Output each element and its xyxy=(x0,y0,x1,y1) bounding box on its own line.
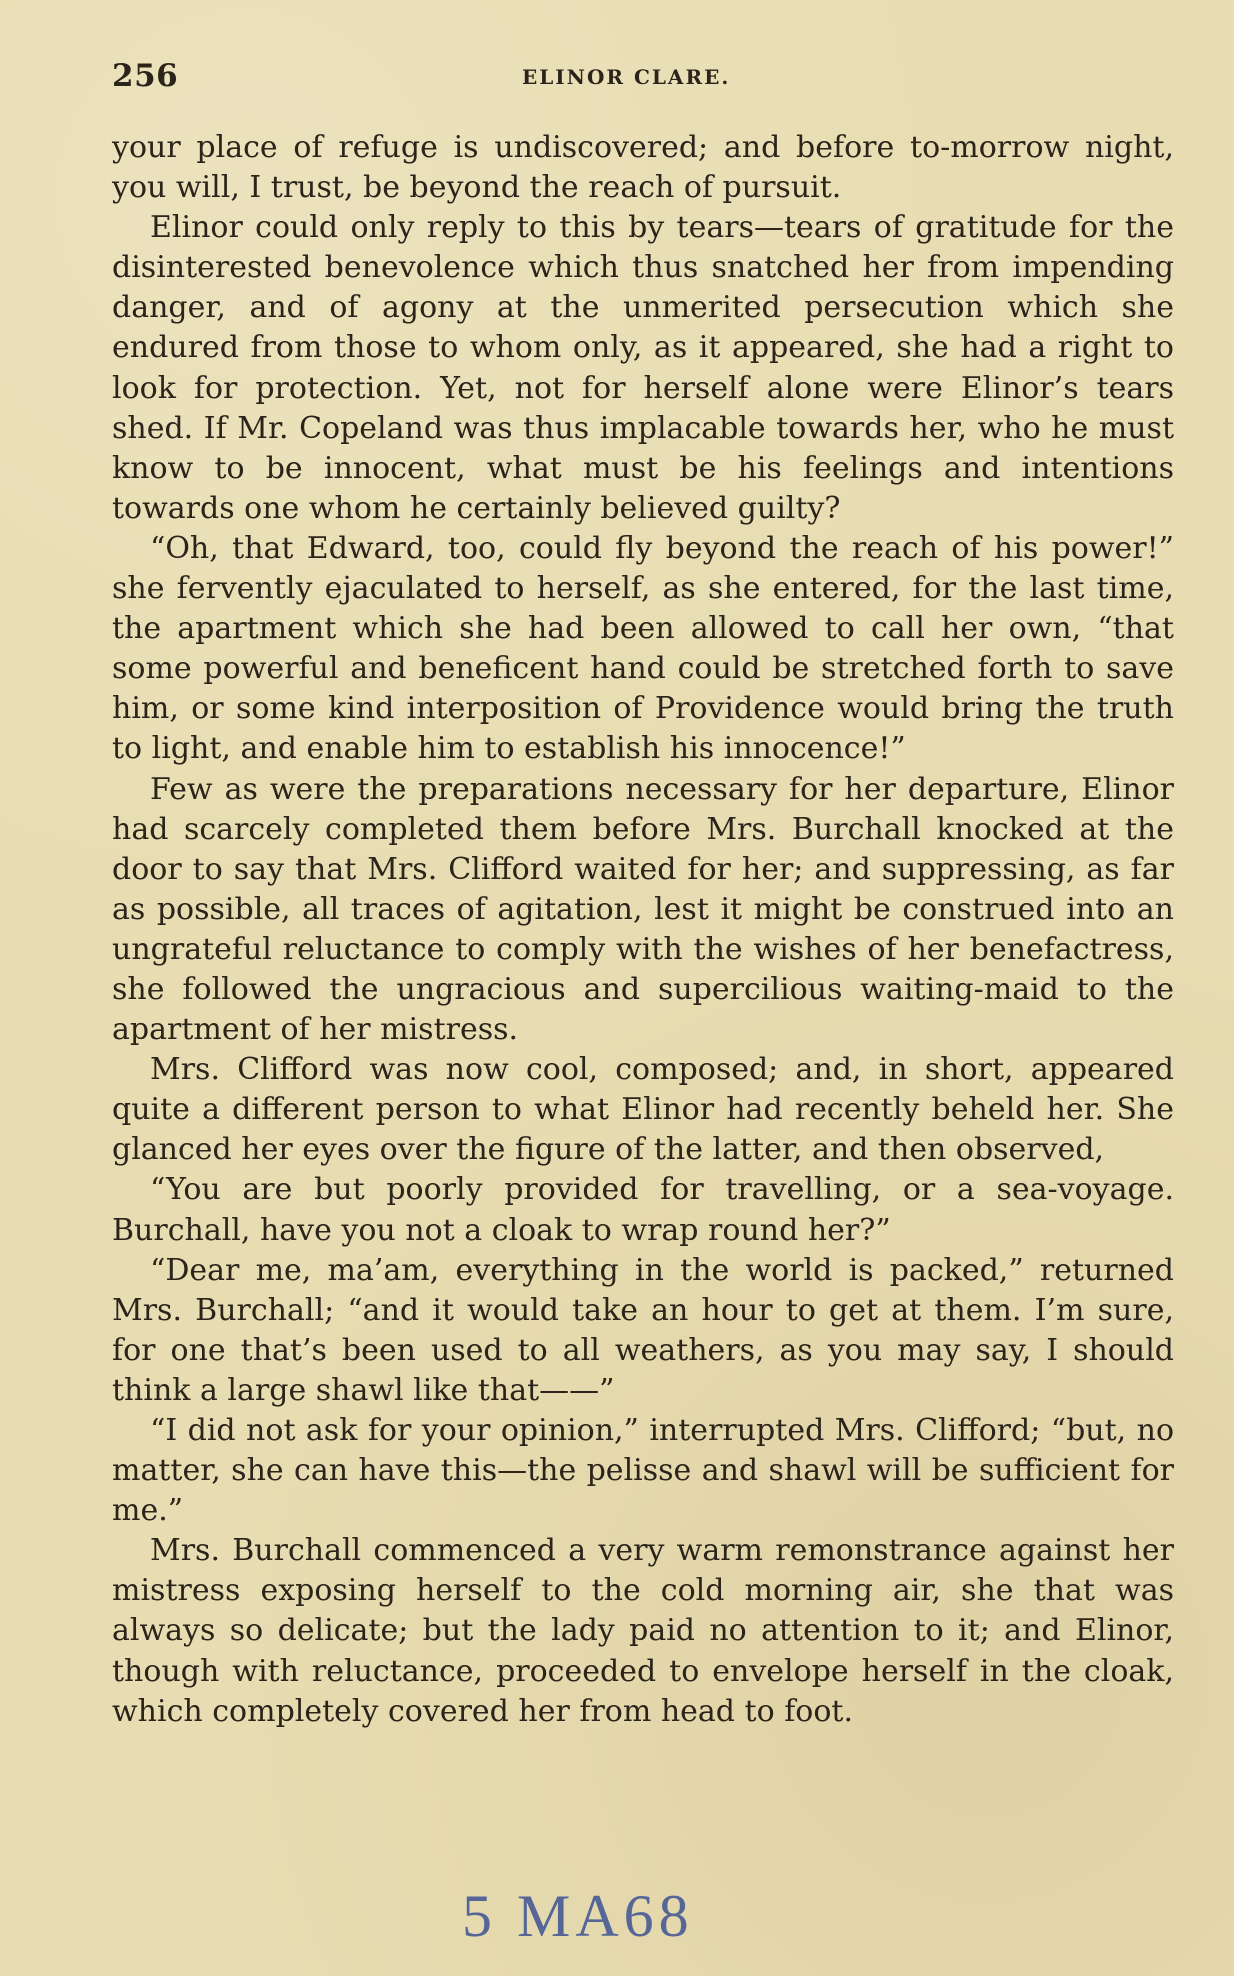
paragraph-1: your place of refuge is undiscovered; and before to-morrow night, you will, I trust, be beyond the reach of pursuit. xyxy=(112,130,1174,206)
body-text xyxy=(112,128,1174,1732)
page-header xyxy=(112,58,1172,94)
paragraph-8: “I did not ask for your opinion,” interrupted Mrs. Clifford; “but, no matter, she can have this—the pelisse and shawl will be sufficient for me.” xyxy=(112,1413,1174,1529)
paragraph-6: “You are but poorly provided for travelling, or a sea-voyage. Burchall, have you not a cloak to wrap round her?” xyxy=(112,1172,1174,1248)
running-title: ELINOR CLARE. xyxy=(522,65,731,89)
paragraph-3: “Oh, that Edward, too, could fly beyond the reach of his power!” she fervently ejaculated to herself, as she entered, for the last time, the apartment which she had been allowed to call her own, “that some powerful and beneficent hand could be stretched forth to save him, or some kind interposition of Providence would bring the truth to light, and enable him to establish his innocence!” xyxy=(112,530,1174,767)
paragraph-7: “Dear me, ma’am, everything in the world is packed,” returned Mrs. Burchall; “and it would take an hour to get at them. I’m sure, for one that’s been used to all weathers, as you may say, I should think a large shawl like that——” xyxy=(112,1252,1174,1408)
page-number: 256 xyxy=(112,58,179,94)
paragraph-5: Mrs. Clifford was now cool, composed; and, in short, appeared quite a different person to what Elinor had recently beheld her. She glanced her eyes over the figure of the latter, and then observed, xyxy=(112,1052,1174,1168)
paragraph-4: Few as were the preparations necessary for her departure, Elinor had scarcely completed them before Mrs. Burchall knocked at the door to say that Mrs. Clifford waited for her; and suppressing, as far as possible, all traces of agitation, lest it might be construed into an ungrateful reluctance to comply with the wishes of her benefactress, she followed the ungracious and supercilious waiting-maid to the apartment of her mistress. xyxy=(112,771,1174,1048)
library-stamp: 5 MA68 xyxy=(462,1883,694,1949)
paragraph-2: Elinor could only reply to this by tears—tears of gratitude for the disinterested benevolence which thus snatched her from impending danger, and of agony at the unmerited persecution which she endured from those to whom only, as it appeared, she had a right to look for protection. Yet, not for herself alone were Elinor’s tears shed. If Mr. Copeland was thus implacable towards her, who he must know to be innocent, what must be his feelings and intentions towards one whom he certainly believed guilty? xyxy=(112,210,1174,526)
paragraph-9: Mrs. Burchall commenced a very warm remonstrance against her mistress exposing herself to the cold morning air, she that was always so delicate; but the lady paid no attention to it; and Elinor, though with reluctance, proceeded to envelope herself in the cloak, which completely covered her from head to foot. xyxy=(112,1533,1174,1729)
